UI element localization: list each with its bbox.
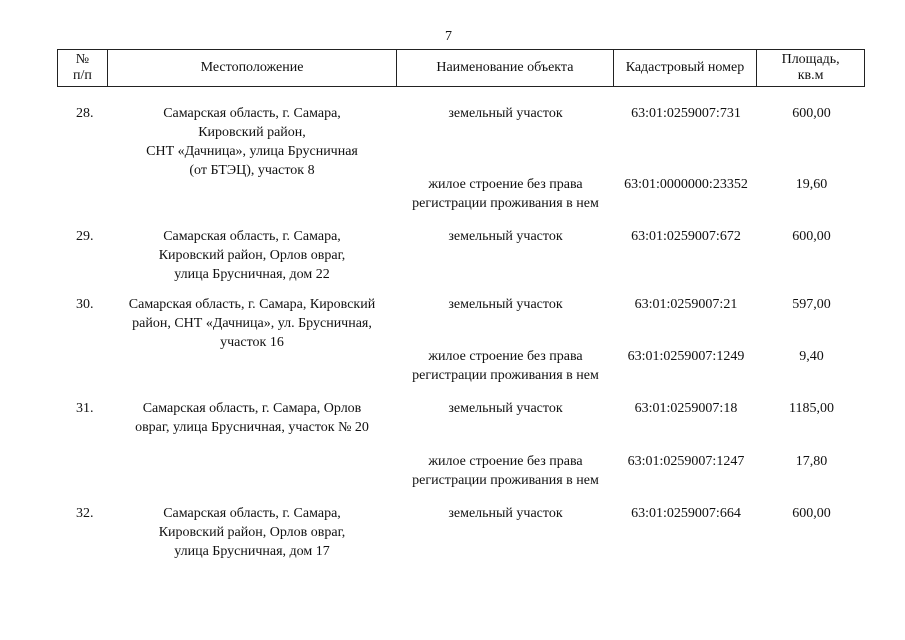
table-row [57, 175, 865, 213]
row-number [57, 347, 107, 385]
row-cadastral-number: 63:01:0259007:672 [631, 229, 741, 244]
object-line: регистрации проживания в нем [412, 196, 599, 211]
table-row [57, 452, 865, 490]
row-location [107, 347, 397, 385]
object-line: регистрации проживания в нем [412, 473, 599, 488]
row-area: 600,00 [792, 106, 831, 121]
object-line: регистрации проживания в нем [412, 368, 599, 383]
page-number: 7 [445, 29, 452, 44]
table-header [57, 49, 865, 87]
location-line: Кировский район, Орлов овраг, [158, 248, 346, 263]
row-number: 32. [76, 506, 94, 521]
row-object-name [397, 452, 614, 490]
row-area: 1185,00 [789, 401, 834, 416]
row-object-name [397, 227, 614, 284]
row-cadastral-number: 63:01:0259007:21 [634, 297, 738, 312]
header-area-line1: Площадь, [781, 52, 840, 67]
object-line: земельный участок [448, 229, 563, 244]
row-cadastral-number: 63:01:0259007:664 [631, 506, 741, 521]
row-object-name [397, 104, 614, 180]
row-number: 29. [76, 229, 94, 244]
row-location [107, 104, 397, 180]
row-location [107, 295, 397, 352]
location-line: район, СНТ «Дачница», ул. Брусничная, [132, 316, 372, 331]
row-number [57, 175, 107, 213]
header-object-name: Наименование объекта [397, 50, 613, 86]
row-object-name [397, 175, 614, 213]
location-line: Самарская область, г. Самара, [163, 506, 341, 521]
table-row [57, 227, 865, 284]
location-line: улица Брусничная, дом 22 [174, 267, 330, 282]
header-cadastral: Кадастровый номер [614, 50, 758, 86]
row-location [107, 504, 397, 561]
row-location [107, 227, 397, 284]
row-object-name [397, 399, 614, 437]
table-row [57, 347, 865, 385]
row-number [57, 452, 107, 490]
object-line: земельный участок [448, 506, 563, 521]
row-object-name [397, 504, 614, 561]
location-line: Самарская область, г. Самара, [163, 229, 341, 244]
row-cadastral-number: 63:01:0259007:1247 [627, 454, 745, 469]
header-num [58, 50, 108, 86]
row-cadastral-number: 63:01:0259007:1249 [627, 349, 745, 364]
location-line: Самарская область, г. Самара, [163, 106, 341, 121]
object-line: земельный участок [448, 401, 563, 416]
table-row [57, 504, 865, 561]
location-line: Кировский район, [198, 125, 306, 140]
row-area: 17,80 [795, 454, 828, 469]
row-area: 19,60 [795, 177, 828, 192]
row-object-name [397, 347, 614, 385]
row-number: 28. [76, 106, 94, 121]
row-area: 597,00 [792, 297, 831, 312]
row-area: 600,00 [792, 506, 831, 521]
location-line: овраг, улица Брусничная, участок № 20 [135, 420, 369, 435]
table-row [57, 104, 865, 180]
row-cadastral-number: 63:01:0259007:731 [631, 106, 741, 121]
object-line: жилое строение без права [428, 454, 583, 469]
location-line: Кировский район, Орлов овраг, [158, 525, 346, 540]
row-object-name [397, 295, 614, 352]
table-row [57, 295, 865, 352]
header-area-line2: кв.м [797, 68, 824, 83]
object-line: жилое строение без права [428, 349, 583, 364]
location-line: Самарская область, г. Самара, Кировский [128, 297, 376, 312]
row-location [107, 452, 397, 490]
location-line: СНТ «Дачница», улица Брусничная [146, 144, 358, 159]
location-line: участок 16 [220, 335, 284, 350]
row-cadastral-number: 63:01:0259007:18 [634, 401, 738, 416]
row-cadastral-number: 63:01:0000000:23352 [624, 177, 748, 192]
row-area: 9,40 [799, 349, 824, 364]
header-num-line1: № [75, 52, 90, 67]
row-location [107, 175, 397, 213]
header-area [757, 50, 864, 86]
header-num-line2: п/п [73, 68, 92, 83]
row-number: 31. [76, 401, 94, 416]
row-location [107, 399, 397, 437]
object-line: жилое строение без права [428, 177, 583, 192]
location-line: улица Брусничная, дом 17 [174, 544, 330, 559]
object-line: земельный участок [448, 297, 563, 312]
object-line: земельный участок [448, 106, 563, 121]
row-area: 600,00 [792, 229, 831, 244]
header-location: Местоположение [108, 50, 397, 86]
location-line: Самарская область, г. Самара, Орлов [142, 401, 362, 416]
row-number: 30. [76, 297, 94, 312]
location-line: (от БТЭЦ), участок 8 [189, 163, 315, 178]
table-row [57, 399, 865, 437]
